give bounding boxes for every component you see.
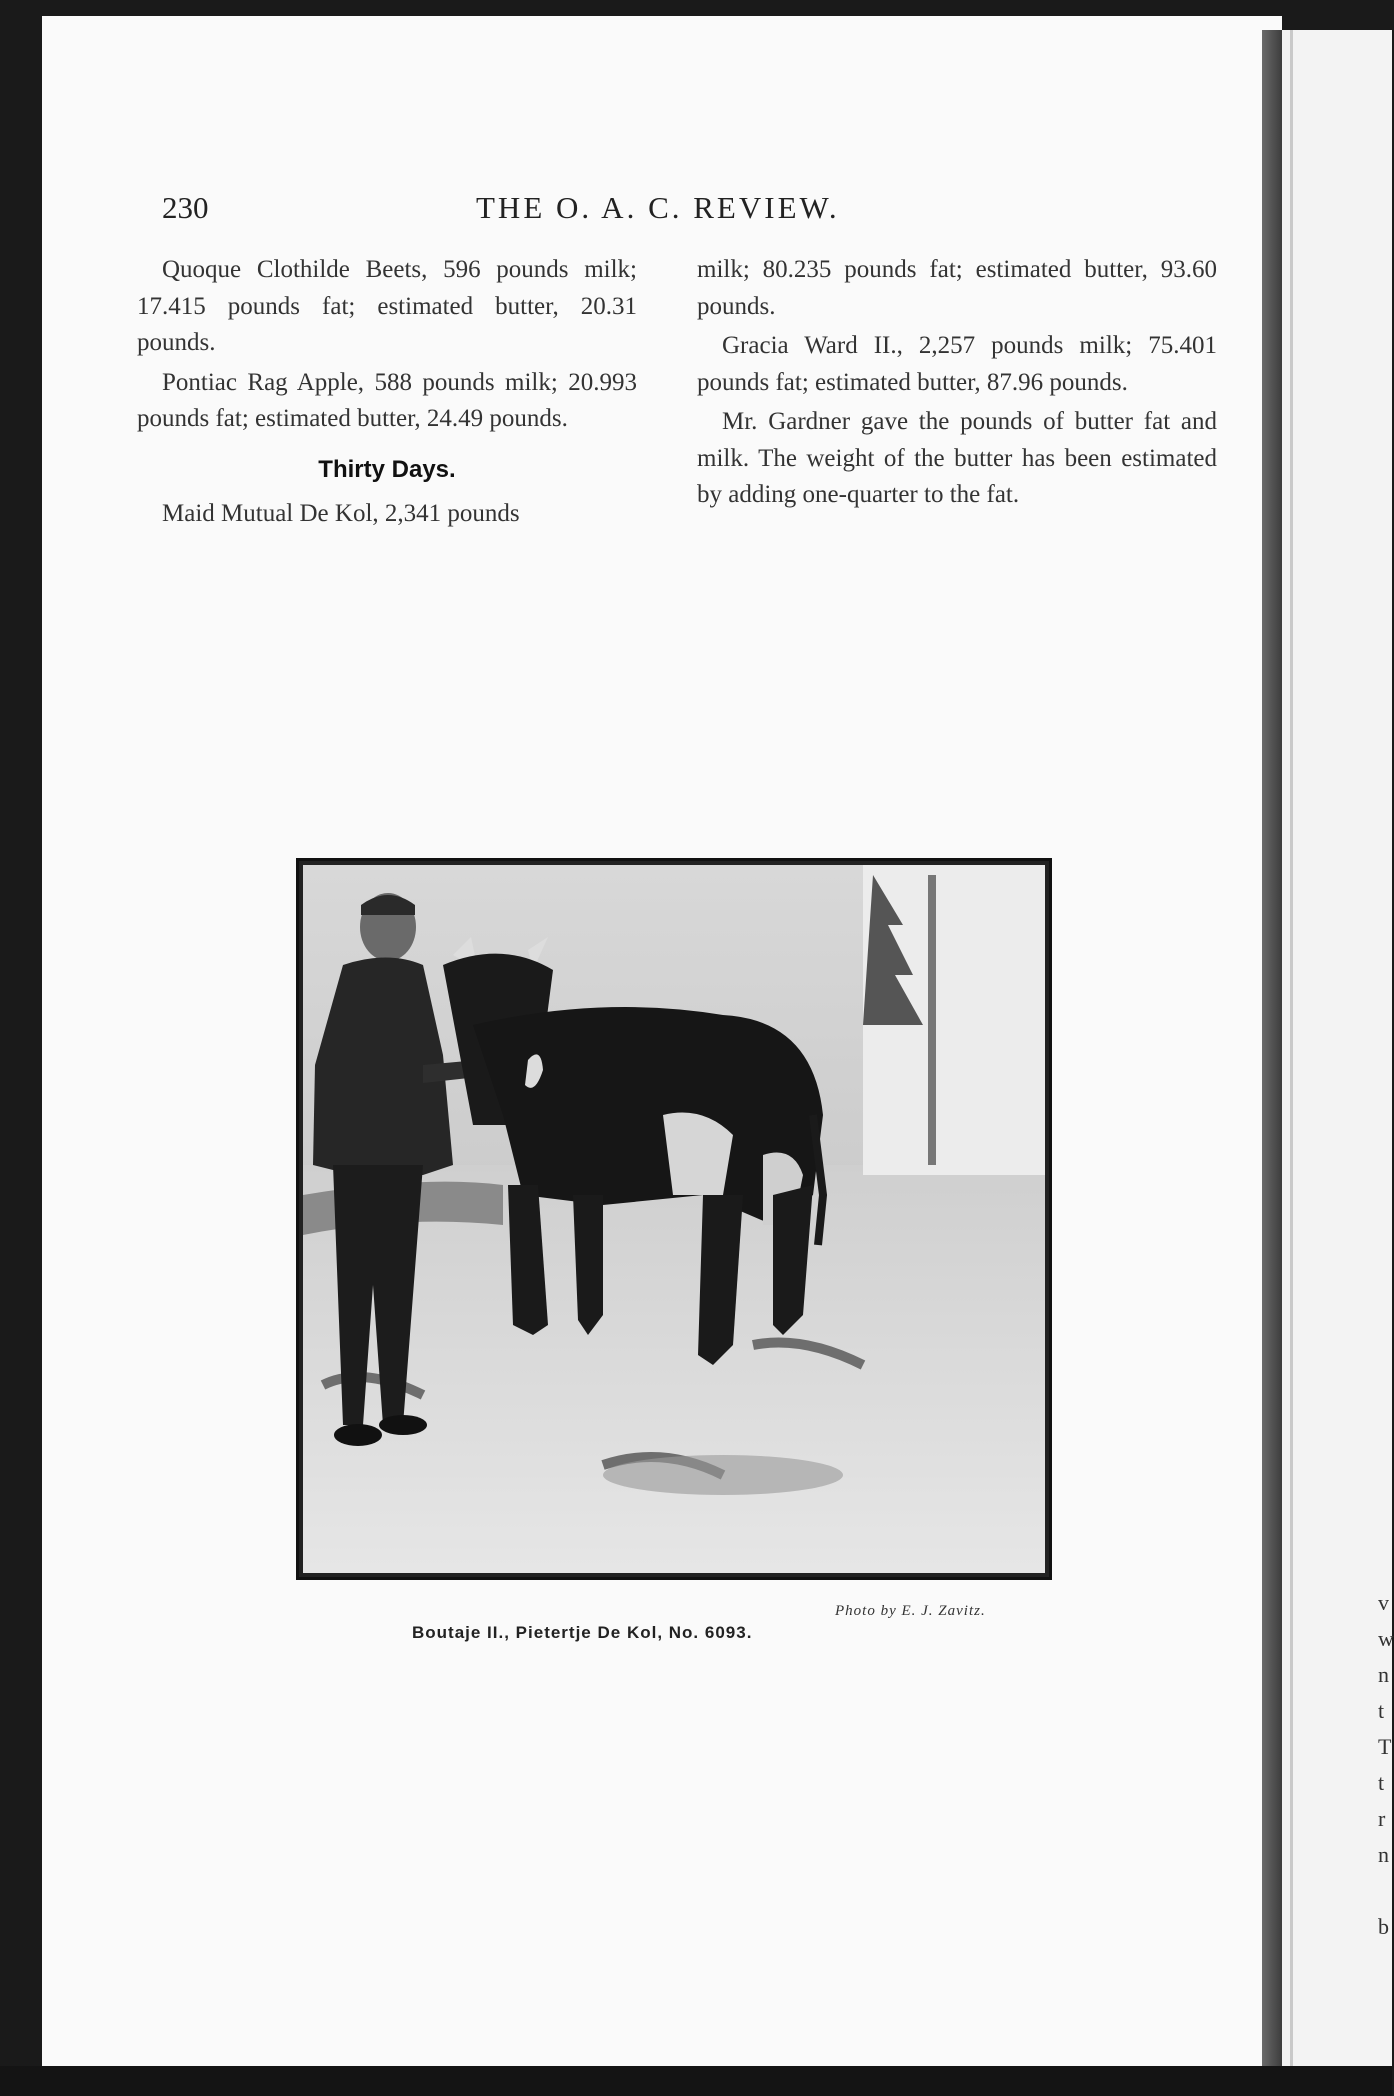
right-column bbox=[697, 252, 1217, 517]
running-title: THE O. A. C. REVIEW. bbox=[476, 190, 840, 225]
note-paragraph: Mr. Gardner gave the pounds of butter fat and milk. The weight of the butter has been estimated by adding one-quarter to the fat. bbox=[697, 408, 1217, 508]
edge-letter: t bbox=[1378, 1770, 1385, 1795]
left-column bbox=[137, 252, 637, 536]
entry-pontiac-rag-apple: Pontiac Rag Apple, 588 pounds milk; 20.993 pounds fat; estimated butter, 24.49 pounds. bbox=[137, 368, 637, 432]
figure-caption: Boutaje II., Pietertje De Kol, No. 6093. bbox=[412, 1623, 753, 1642]
page-divider bbox=[1290, 30, 1293, 2070]
edge-letter: n bbox=[1378, 1662, 1389, 1687]
section-subheading: Thirty Days. bbox=[318, 455, 456, 483]
edge-letter: t bbox=[1378, 1698, 1385, 1723]
entry-maid-mutual-de-kol: Maid Mutual De Kol, 2,341 pounds bbox=[162, 500, 520, 527]
edge-letter: w bbox=[1378, 1626, 1394, 1651]
photo-credit: Photo by E. J. Zavitz. bbox=[835, 1603, 986, 1619]
scan-border bbox=[0, 2066, 1392, 2096]
next-page-text-fragments bbox=[1378, 1585, 1392, 1945]
edge-letter: b bbox=[1378, 1914, 1389, 1939]
entry-continuation: milk; 80.235 pounds fat; estimated butter, 93.60 pounds. bbox=[697, 256, 1217, 320]
edge-letter: r bbox=[1378, 1806, 1386, 1831]
cow-photo bbox=[303, 865, 1045, 1573]
edge-letter: v bbox=[1378, 1590, 1389, 1615]
photo-frame bbox=[296, 858, 1052, 1580]
edge-letter: n bbox=[1378, 1842, 1389, 1867]
next-page-edge bbox=[1282, 30, 1392, 2070]
page-number: 230 bbox=[162, 190, 209, 225]
entry-gracia-ward: Gracia Ward II., 2,257 pounds milk; 75.401 pounds fat; estimated butter, 87.96 pounds. bbox=[697, 332, 1217, 396]
entry-quoque-clothilde-beets: Quoque Clothilde Beets, 596 pounds milk; 17.415 pounds fat; estimated butter, 20.31 pounds. bbox=[137, 256, 637, 356]
edge-letter: T bbox=[1378, 1734, 1392, 1759]
page-header bbox=[162, 190, 1212, 230]
